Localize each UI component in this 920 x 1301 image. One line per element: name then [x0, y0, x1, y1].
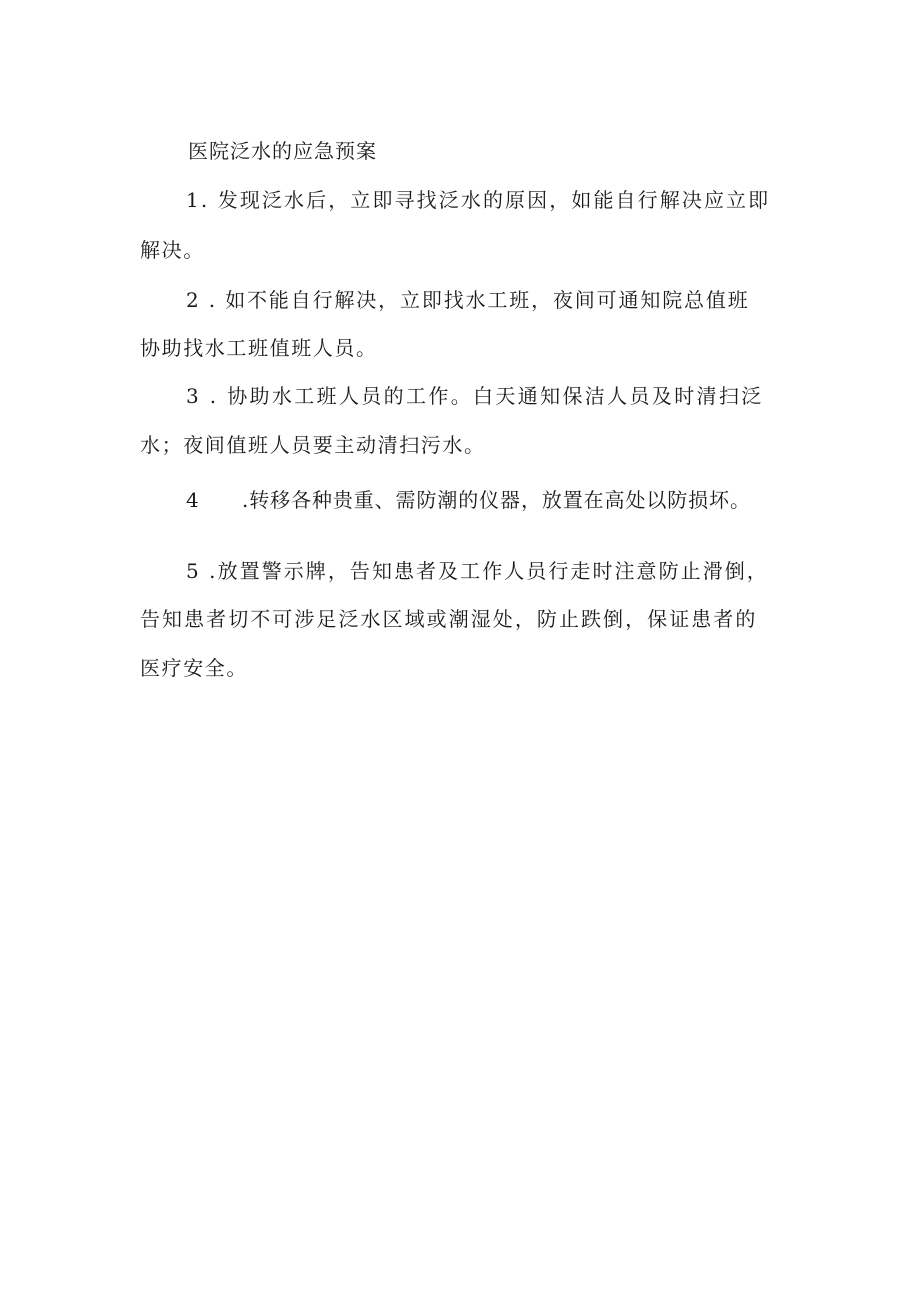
item-4-number: 4	[186, 488, 200, 512]
item-4-text: .转移各种贵重、需防潮的仪器，放置在高处以防损坏。	[242, 488, 751, 512]
item-5-line-3: 医疗安全。	[140, 656, 248, 680]
item-5-line-2: 告知患者切不可涉足泛水区域或潮湿处，防止跌倒，保证患者的	[140, 607, 758, 631]
item-4	[186, 486, 751, 514]
item-2-line-1: 2 . 如不能自行解决，立即找水工班，夜间可通知院总值班	[186, 288, 750, 312]
item-5-line-1: 5 .放置警示牌，告知患者及工作人员行走时注意防止滑倒，	[186, 559, 769, 583]
item-1-line-1: 1. 发现泛水后，立即寻找泛水的原因，如能自行解决应立即	[186, 188, 771, 212]
item-2-line-2: 协助找水工班值班人员。	[140, 336, 378, 360]
item-3-line-1: 3 . 协助水工班人员的工作。白天通知保洁人员及时清扫泛	[186, 384, 764, 408]
item-1-line-2: 解决。	[140, 238, 205, 262]
document-title: 医院泛水的应急预案	[188, 139, 377, 163]
item-3-line-2: 水；夜间值班人员要主动清扫污水。	[140, 433, 486, 457]
